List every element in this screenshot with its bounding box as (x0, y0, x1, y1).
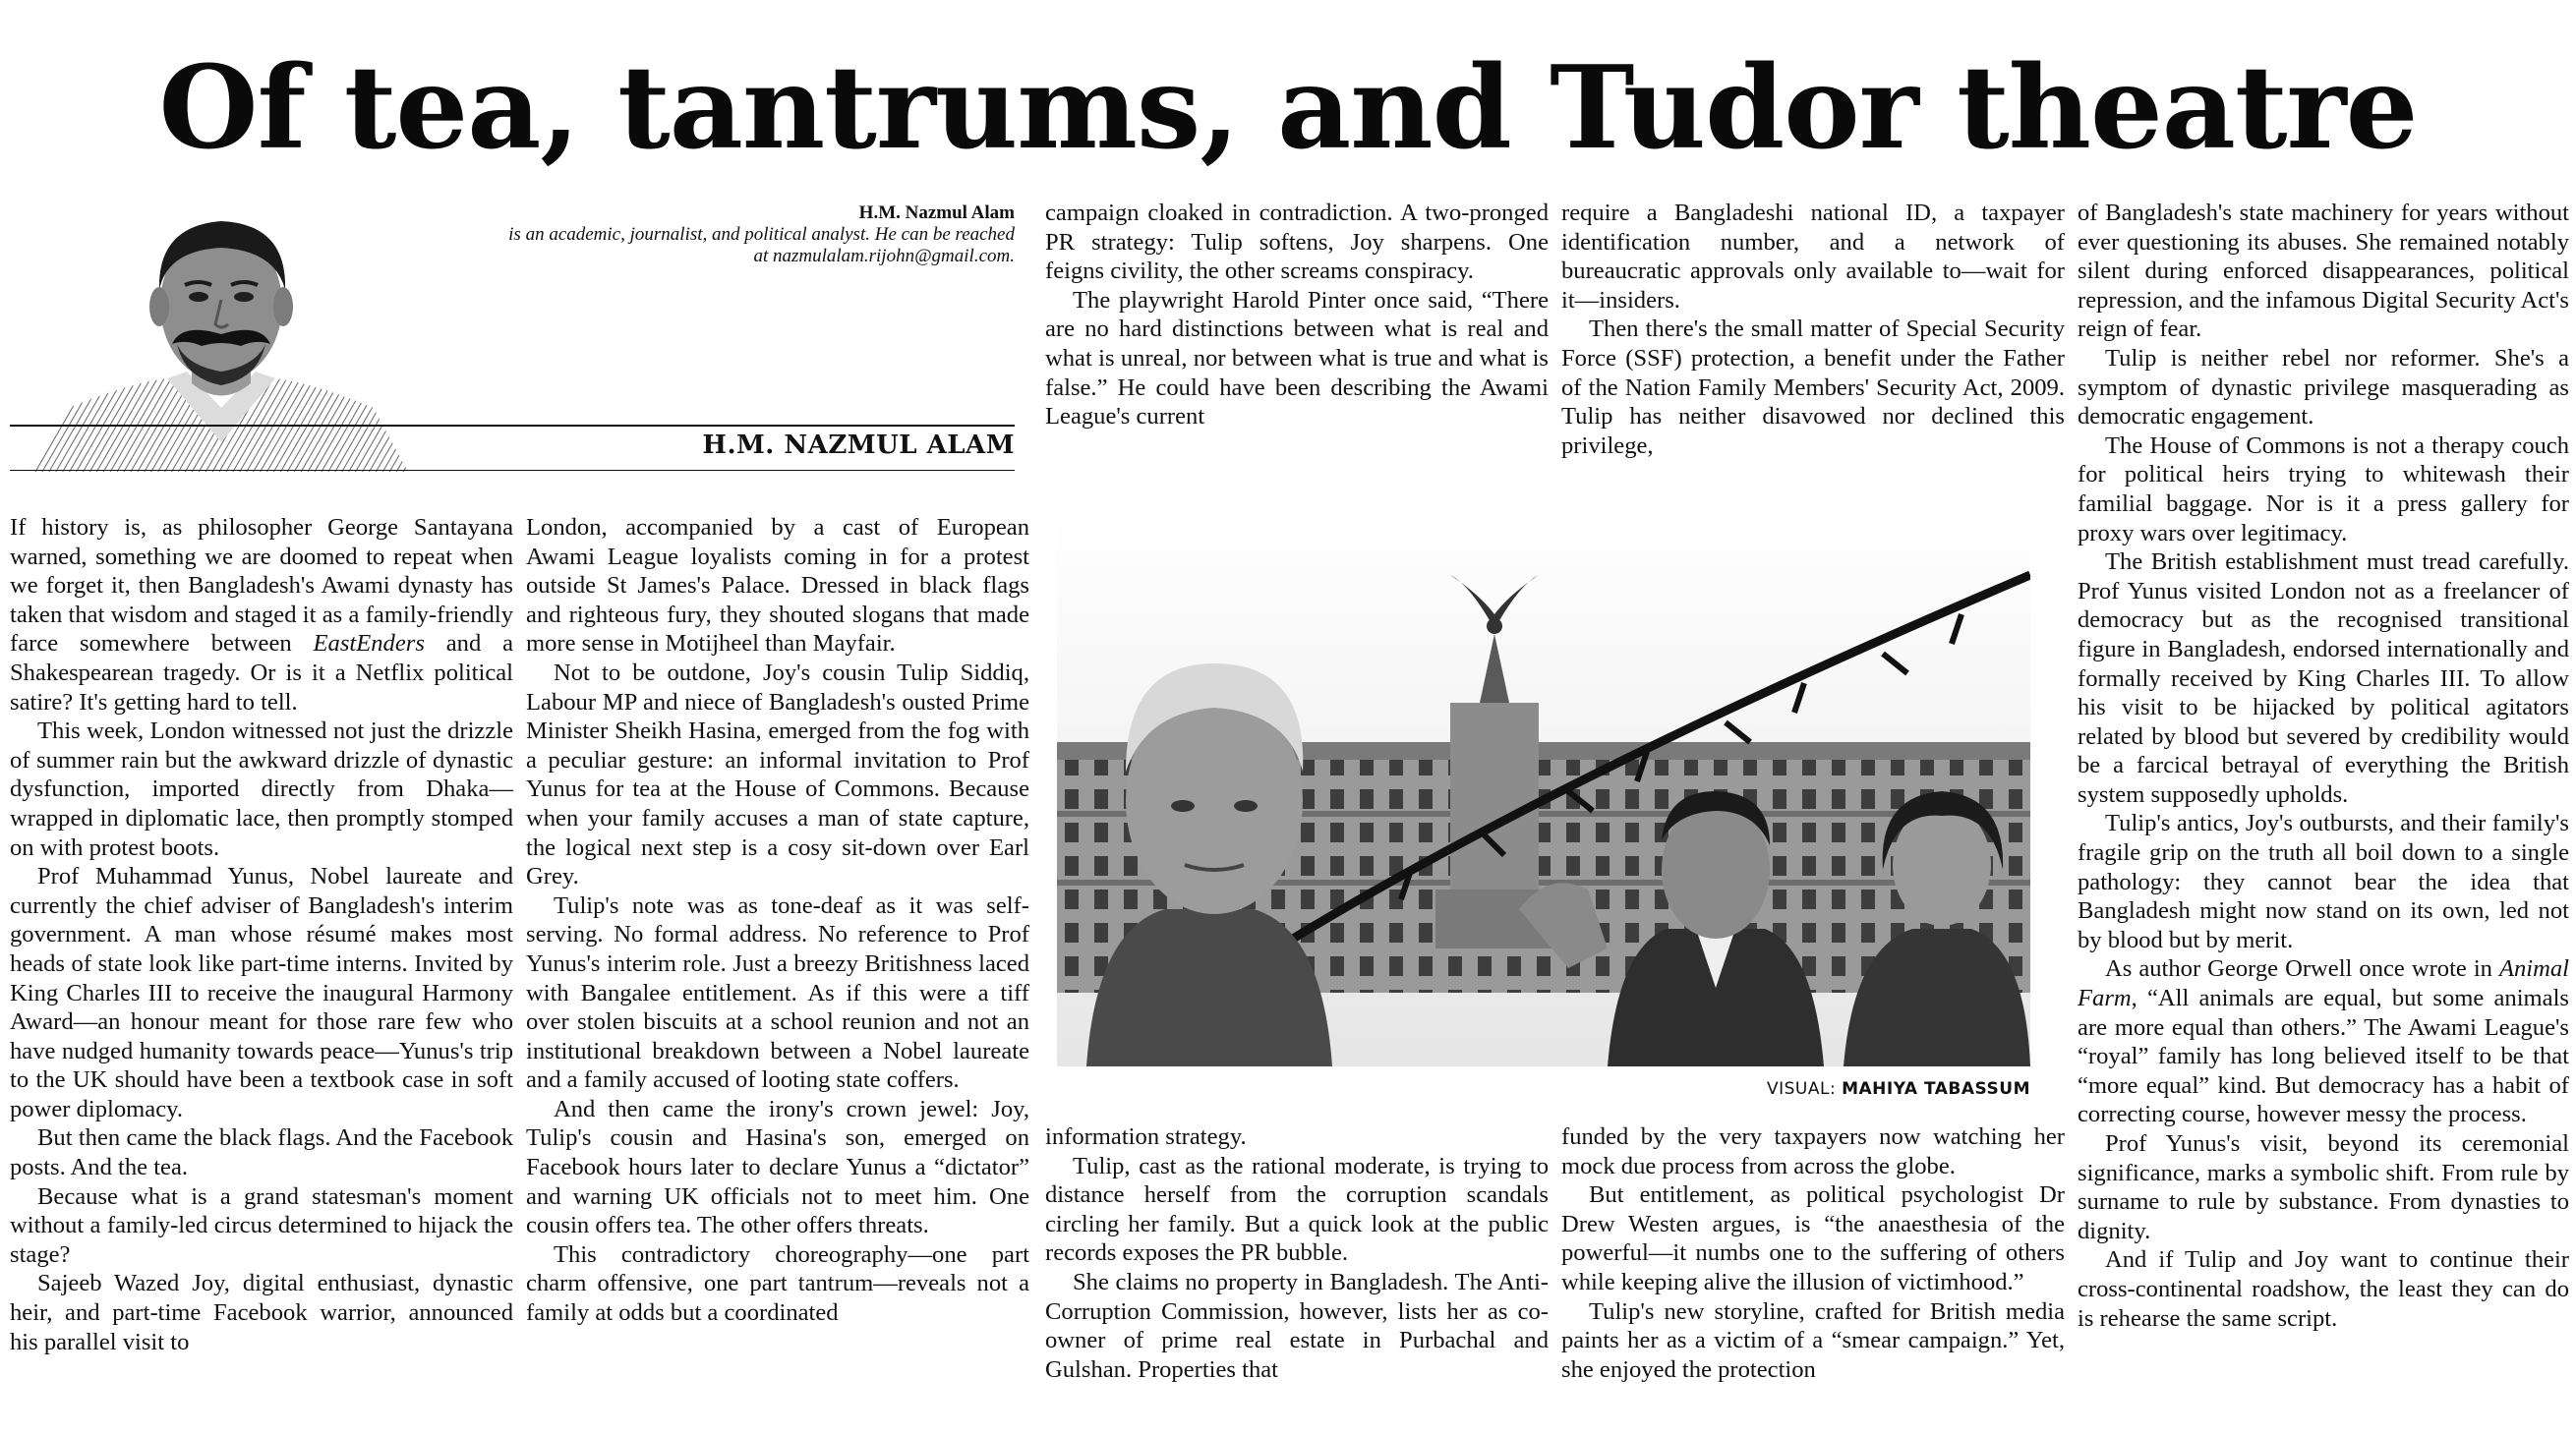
paragraph: The House of Commons is not a therapy couch for political heirs trying to whitewash their familial baggage. Nor is it a press gallery for proxy wars over legitimacy. (2078, 431, 2569, 546)
column-4-bottom (1561, 1122, 2065, 1384)
paragraph: Tulip's antics, Joy's outbursts, and their family's fragile grip on the truth all boil down to a single pathology: they cannot bear the idea that Bangladesh might now stand on its own, led not by blood but by merit. (2078, 810, 2569, 953)
paragraph: Tulip's new storyline, crafted for British media paints her as a victim of a “smear campaign.” Yet, she enjoyed the protection (1561, 1297, 2065, 1383)
paragraph: Prof Muhammad Yunus, Nobel laureate and currently the chief adviser of Bangladesh's interim government. A man whose résumé makes most heads of state look like part-time interns. Invited by King Charles III to receive the inaugural Harmony Award—an honour meant for those rare few who have nudged humanity towards peace—Yunus's trip to the UK should have been a textbook case in soft power diplomacy. (10, 863, 513, 1122)
paragraph: funded by the very taxpayers now watching her mock due process from across the globe. (1561, 1123, 2065, 1179)
paragraph: Sajeeb Wazed Joy, digital enthusiast, dynastic heir, and part-time Facebook warrior, announced his parallel visit to (10, 1270, 513, 1355)
paragraph: And then came the irony's crown jewel: Joy, Tulip's cousin and Hasina's son, emerged on Facebook hours later to declare Yunus a “dictator” and warning UK officials not to meet him. One cousin offers tea. The other offers threats. (526, 1095, 1029, 1239)
column-4-top (1561, 199, 2065, 460)
paragraph: But entitlement, as political psychologist Dr Drew Westen argues, is “the anaesthesia of the powerful—it numbs one to the suffering of others while keeping alive the illusion of victimhood.” (1561, 1181, 2065, 1295)
paragraph: campaign cloaked in contradiction. A two-pronged PR strategy: Tulip softens, Joy sharpens. One feigns civility, the other screams conspiracy. (1045, 200, 1549, 285)
paragraph: As author George Orwell once wrote in Animal Farm, “All animals are equal, but some animals are more equal than others.” The Awami League's “royal” family has long believed itself to be that “more equal” kind. But democracy has a habit of correcting course, however messy the process. (2078, 955, 2569, 1128)
paragraph: Not to be outdone, Joy's cousin Tulip Siddiq, Labour MP and niece of Bangladesh's ousted Prime Minister Sheikh Hasina, emerged from the fog with a peculiar gesture: an informal invitation to Prof Yunus for tea at the House of Commons. Because when your family accuses a man of state capture, the logical next step is a cosy sit-down over Earl Grey. (526, 659, 1029, 890)
author-photo (10, 197, 423, 472)
paragraph: require a Bangladeshi national ID, a taxpayer identification number, and a network of bureaucratic approvals only available to—wait for it—insiders. (1561, 200, 2065, 314)
visual-credit: VISUAL: MAHIYA TABASSUM (1767, 1079, 2030, 1099)
paragraph: of Bangladesh's state machinery for years without ever questioning its abuses. She remained notably silent during enforced disappearances, political repression, and the infamous Digital Security Act's reign of fear. (2078, 200, 2569, 343)
paragraph: This contradictory choreography—one part charm offensive, one part tantrum—reveals not a family at odds but a coordinated (526, 1240, 1029, 1327)
column-3-bottom (1045, 1122, 1549, 1384)
paragraph: Tulip's note was as tone-deaf as it was self-serving. No formal address. No reference to Prof Yunus's interim role. Just a breezy Britishness laced with Bangalee entitlement. As if this were a tiff over stolen biscuits at a school reunion and not an institutional breakdown between a Nobel laureate and a family accused of looting state coffers. (526, 891, 1029, 1094)
byline: H.M. NAZMUL ALAM (702, 431, 1015, 460)
author-box (10, 197, 1015, 472)
paragraph: If history is, as philosopher George Santayana warned, something we are doomed to repeat when we forget it, then Bangladesh's Awami dynasty has taken that wisdom and staged it as a family-friendly farce somewhere between EastEnders and a Shakespearean tragedy. Or is it a Netflix political satire? It's getting hard to tell. (10, 514, 513, 716)
paragraph: Tulip, cast as the rational moderate, is trying to distance herself from the corruption scandals circling her family. But a quick look at the public records exposes the PR bubble. (1045, 1152, 1549, 1267)
paragraph: Then there's the small matter of Special Security Force (SSF) protection, a benefit under the Father of the Nation Family Members' Security Act, 2009. Tulip has neither disavowed nor declined this privilege, (1561, 316, 2065, 459)
paragraph: The playwright Harold Pinter once said, “There are no hard distinctions between what is real and what is unreal, nor between what is true and what is false.” He could have been describing the Awami League's current (1045, 286, 1549, 431)
byline-top-rule (10, 425, 1015, 427)
author-bio-name: H.M. Nazmul Alam (858, 202, 1015, 223)
column-5 (2078, 199, 2569, 1333)
column-2 (526, 513, 1029, 1328)
article-visual (1057, 516, 2030, 1066)
headline: Of tea, tantrums, and Tudor theatre (158, 41, 2418, 175)
byline-bottom-rule (10, 470, 1015, 471)
paragraph: Because what is a grand statesman's moment without a family-led circus determined to hijack the stage? (10, 1182, 513, 1268)
paragraph: Tulip is neither rebel nor reformer. She's a symptom of dynastic privilege masquerading as democratic engagement. (2078, 344, 2569, 431)
paragraph: This week, London witnessed not just the drizzle of summer rain but the awkward drizzle of dynastic dysfunction, imported directly from Dhaka—wrapped in diplomatic lace, then promptly stomped on with protest boots. (10, 718, 513, 861)
paragraph: information strategy. (1045, 1123, 1247, 1150)
column-3-top (1045, 199, 1549, 431)
paragraph: London, accompanied by a cast of European Awami League loyalists coming in for a protest outside St James's Palace. Dressed in black flags and righteous fury, they shouted slogans that made more sense in Motijheel than Mayfair. (526, 514, 1029, 658)
column-1 (10, 513, 513, 1356)
author-bio-text: is an academic, journalist, and political analyst. He can be reached at nazmulalam.rijohn@gmail.com. (508, 224, 1015, 266)
paragraph: Prof Yunus's visit, beyond its ceremonial significance, marks a symbolic shift. From rule by surname to rule by substance. From dynasties to dignity. (2078, 1130, 2569, 1244)
author-bio (503, 202, 1015, 267)
paragraph: And if Tulip and Joy want to continue their cross-continental roadshow, the least they can do is rehearse the same script. (2078, 1246, 2569, 1332)
paragraph: But then came the black flags. And the Facebook posts. And the tea. (10, 1124, 513, 1181)
paragraph: She claims no property in Bangladesh. The Anti-Corruption Commission, however, lists her as co-owner of prime real estate in Purbachal and Gulshan. Properties that (1045, 1268, 1549, 1383)
paragraph: The British establishment must tread carefully. Prof Yunus visited London not as a freelancer of democracy but as the recognised transitional figure in Bangladesh, endorsed internationally and formally received by King Charles III. To allow his visit to be hijacked by political agitators related by blood but severed by credibility would be a farcical betrayal of everything the British system supposedly upholds. (2078, 548, 2569, 808)
